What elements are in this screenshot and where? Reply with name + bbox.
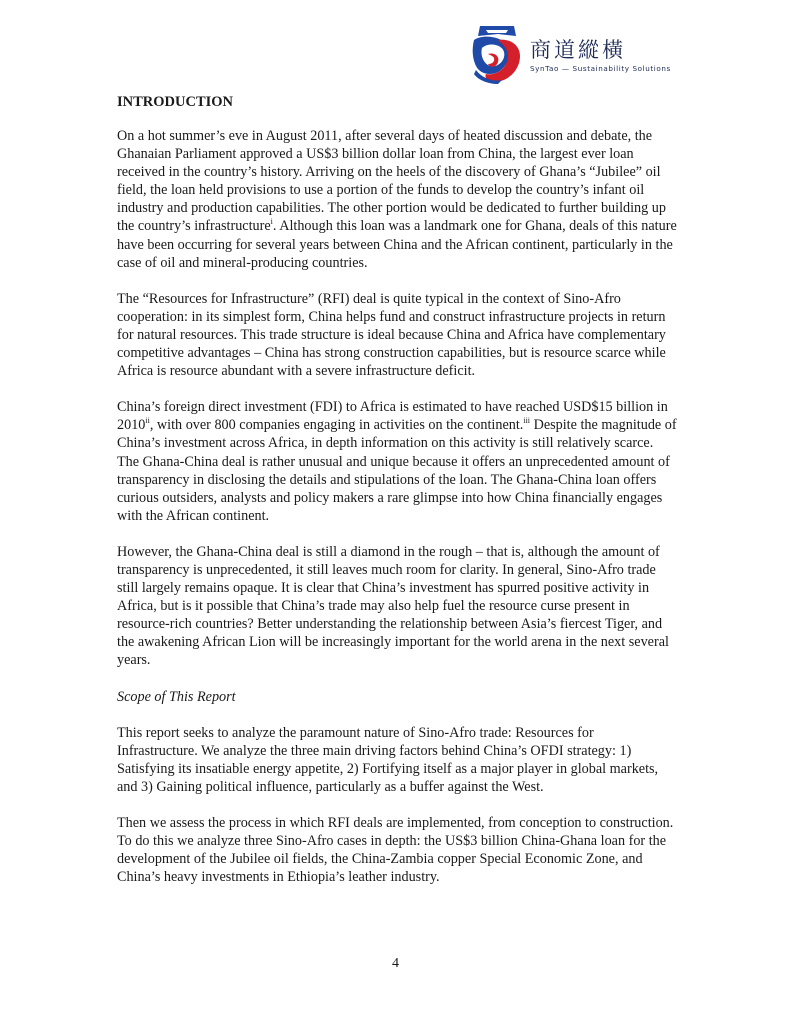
- logo-english-text: SynTao — Sustainability Solutions: [530, 64, 671, 73]
- section-heading: INTRODUCTION: [117, 94, 234, 110]
- subsection-heading: Scope of This Report: [117, 688, 236, 705]
- paragraph-2: The “Resources for Infrastructure” (RFI) deal is quite typical in the context of Sino-Afro cooperation: in its simplest form, China helps fund and construct infrastructure projects in return for natural resources. This trade structure is ideal because China and Africa have complementary competitive advantages – China has strong construction capabilities, but is resource scarce while Africa is resource abundant with a severe infrastructure deficit.: [117, 290, 666, 380]
- logo-chinese-text: 商道縱橫: [530, 38, 626, 62]
- paragraph-3: [117, 398, 677, 525]
- paragraph-3-text-a: China’s foreign direct investment (FDI) to Africa is estimated to have reached USD$15 billion in 2010: [117, 399, 668, 434]
- syntao-logo-mark-icon: [468, 22, 526, 86]
- endnote-marker-iii: iii: [523, 416, 531, 426]
- paragraph-5: This report seeks to analyze the paramount nature of Sino-Afro trade: Resources for Infrastructure. We analyze the three main driving factors behind China’s OFDI strategy: 1) Satisfying its insatiable energy appetite, 2) Fortifying itself as a major player in global markets, and 3) Gaining political influence, particularly as a buffer against the West.: [117, 724, 659, 795]
- syntao-logo: [468, 22, 672, 90]
- document-body: [117, 93, 677, 904]
- paragraph-3-text-b: , with over 800 companies engaging in activities on the continent.: [149, 417, 524, 434]
- endnote-marker-i: i: [270, 217, 273, 227]
- paragraph-1-text-a: On a hot summer’s eve in August 2011, after several days of heated discussion and debate, the Ghanaian Parliament approved a US$3 billion dollar loan from China, the largest ever loan received in the country’s history. Arriving on the heels of the discovery of Ghana’s “Jubilee” oil field, the loan held provisions to use a portion of the funds to develop the country’s infant oil industry and production capabilities. The other portion would be dedicated to further building up the country’s infrastructure: [117, 128, 666, 235]
- paragraph-1: [117, 127, 677, 272]
- paragraph-3-text-c: Despite the magnitude of China’s investment across Africa, in depth information on this activity is still relatively scarce. The Ghana-China deal is rather unusual and unique because it offers an unprecedented amount of transparency in disclosing the details and stipulations of the loan. The Ghana-China loan offers curious outsiders, analysts and policy makers a rare glimpse into how China financially engages with the African continent.: [117, 417, 677, 524]
- page-number: 4: [392, 956, 399, 971]
- paragraph-4: However, the Ghana-China deal is still a diamond in the rough – that is, although the amount of transparency is unprecedented, it still leaves much room for clarity. In general, Sino-Afro trade still largely remains opaque. It is clear that China’s investment has spurred positive activity in Africa, but is it possible that China’s trade may also help fuel the resource curse present in resource-rich countries? Better understanding the relationship between Asia’s fiercest Tiger, and the awakening African Lion will be increasingly important for the world arena in the next several years.: [117, 543, 669, 669]
- paragraph-1-text-b: . Although this loan was a landmark one for Ghana, deals of this nature have been occurring for several years between China and the African continent, particularly in the case of oil and mineral-producing countries.: [117, 218, 677, 271]
- paragraph-6: Then we assess the process in which RFI deals are implemented, from conception to construction. To do this we analyze three Sino-Afro cases in depth: the US$3 billion China-Ghana loan for the development of the Jubilee oil fields, the China-Zambia copper Special Economic Zone, and China’s heavy investments in Ethiopia’s leather industry.: [117, 814, 674, 886]
- endnote-marker-ii: ii: [145, 416, 150, 426]
